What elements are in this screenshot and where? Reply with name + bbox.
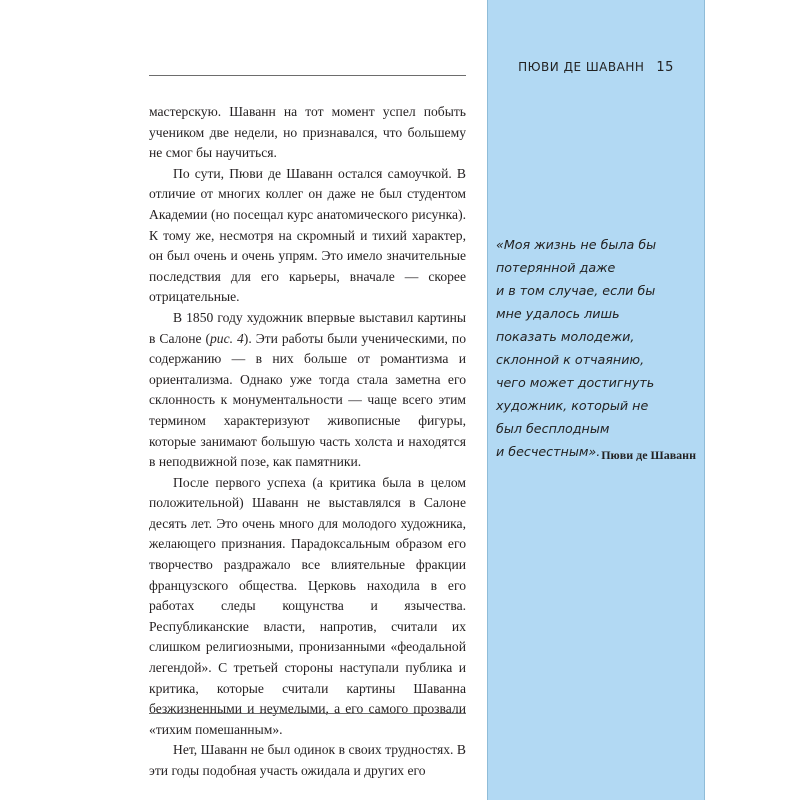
quote-line: и бесчестным». [496, 444, 601, 459]
paragraph-3 [149, 308, 466, 473]
top-rule [149, 75, 466, 76]
paragraph-2: По сути, Пюви де Шаванн остался самоучкой. В отличие от многих коллег он даже не был студентом Академии (но посещал курс анатомического рисунка). К тому же, несмотря на скромный и тихий характер, он был очень и очень упрям. Это имело значительные последствия для его карьеры, вначале — скорее отрицательные. [149, 165, 466, 305]
paragraph-1: мастерскую. Шаванн на тот момент успел побыть учеником две недели, но признавался, что большему не смог бы научиться. [149, 104, 466, 161]
running-header [488, 60, 704, 75]
quote-block [496, 233, 701, 463]
quote-line: чего может достигнуть [496, 375, 655, 390]
quote-author: Пюви де Шаванн [601, 448, 696, 462]
quote-line: мне удалось лишь [496, 306, 620, 321]
quote-line: показать молодежи, [496, 329, 635, 344]
running-header-title: ПЮВИ ДЕ ШАВАНН [518, 60, 645, 74]
quote-sidebar [487, 0, 705, 800]
bottom-rule [149, 713, 466, 714]
quote-line: был бесплодным [496, 421, 610, 436]
page-number: 15 [656, 60, 674, 75]
quote-line: склонной к отчаянию, [496, 352, 645, 367]
paragraph-3-part-b: ). Эти работы были ученическими, по содержанию — в них больше от романтизма и ориентализма. Однако уже тогда стала заметна его склонность к монументальности — чаще всего этим термином характеризуют живописные фигуры, которые занимают большую часть холста и находятся в неподвижной позе, как памятники. [149, 330, 466, 470]
quote-line: «Моя жизнь не была бы [496, 237, 657, 252]
main-text-column [149, 102, 466, 782]
paragraph-4: После первого успеха (а критика была в целом положительной) Шаванн не выставлялся в Салоне десять лет. Это очень много для молодого художника, желающего признания. Парадоксальным образом его творчество раздражало все влиятельные фракции французского общества. Церковь находила в его работах следы кощунства и язычества. Республиканские власти, напротив, считали их слишком религиозными, пронизанными «феодальной легендой». С третьей стороны наступали публика и критика, которые считали картины Шаванна безжизненными и неумелыми, а его самого прозвали «тихим помешанным». [149, 474, 466, 737]
paragraph-3-part-a: В 1850 году художник впервые выставил картины в Салоне ( [149, 309, 466, 346]
quote-line: потерянной даже [496, 260, 616, 275]
quote-line: художник, который не [496, 398, 649, 413]
paragraph-5: Нет, Шаванн не был одинок в своих трудностях. В эти годы подобная участь ожидала и других его [149, 742, 466, 778]
quote-line: и в том случае, если бы [496, 283, 656, 298]
figure-reference: рис. 4 [210, 330, 244, 346]
